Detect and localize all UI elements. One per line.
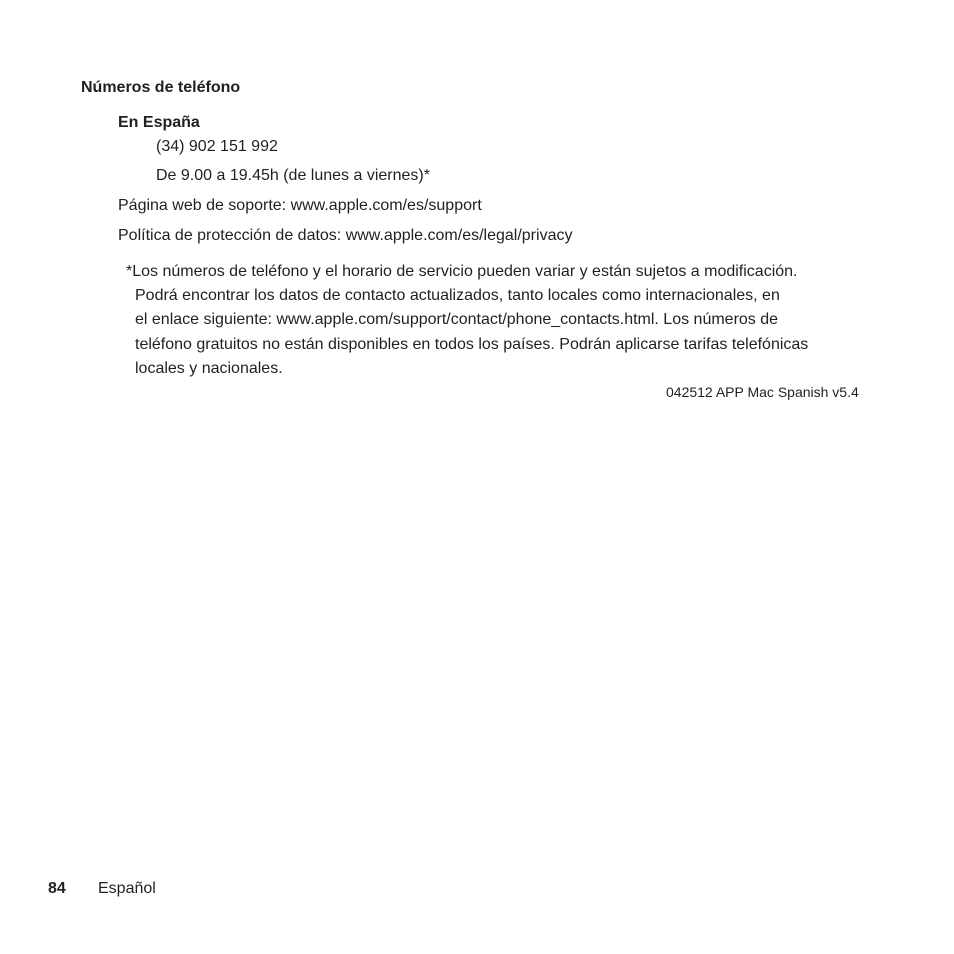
footnote-line: teléfono gratuitos no están disponibles en todos los países. Podrán aplicarse tarifas telefónicas bbox=[135, 335, 809, 353]
footer-language: Español bbox=[98, 880, 156, 897]
country-heading: En España bbox=[118, 114, 200, 131]
footnote-line: locales y nacionales. bbox=[135, 359, 283, 377]
phone-number: (34) 902 151 992 bbox=[156, 138, 278, 155]
section-heading: Números de teléfono bbox=[81, 79, 241, 96]
footnote bbox=[126, 260, 866, 381]
version-code: 042512 APP Mac Spanish v5.4 bbox=[666, 384, 859, 400]
service-hours: De 9.00 a 19.45h (de lunes a viernes)* bbox=[156, 167, 430, 184]
page-number: 84 bbox=[48, 880, 66, 897]
support-page-line: Página web de soporte: www.apple.com/es/support bbox=[118, 197, 482, 214]
privacy-policy-line: Política de protección de datos: www.apple.com/es/legal/privacy bbox=[118, 227, 573, 244]
footnote-line: Podrá encontrar los datos de contacto actualizados, tanto locales como internacionales, en bbox=[135, 287, 780, 305]
footnote-line: el enlace siguiente: www.apple.com/support/contact/phone_contacts.html. Los números de bbox=[135, 311, 779, 329]
footnote-line: *Los números de teléfono y el horario de servicio pueden variar y están sujetos a modificación. bbox=[126, 263, 798, 280]
